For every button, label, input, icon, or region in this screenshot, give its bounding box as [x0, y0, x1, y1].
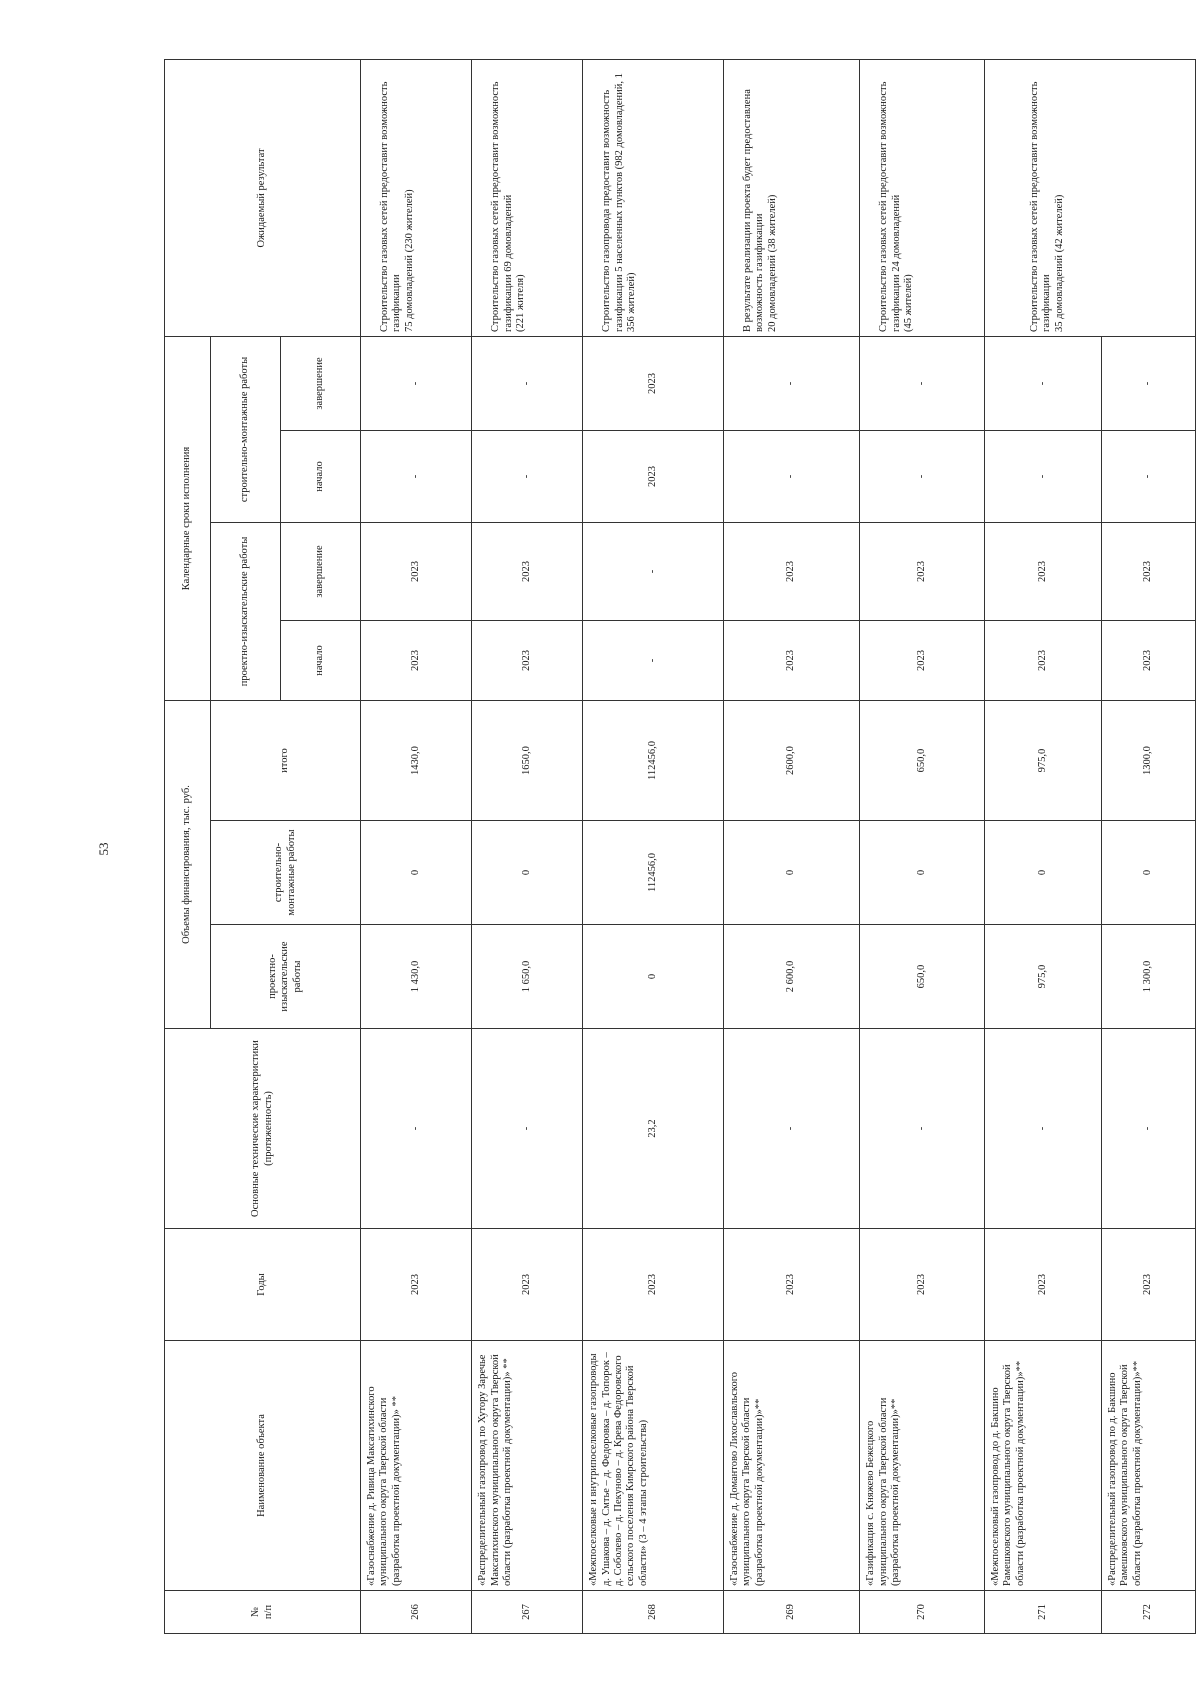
cell-pir-end: 2023 — [724, 522, 860, 620]
cell-design: 975,0 — [984, 925, 1101, 1029]
cell-smr-end: 2023 — [583, 336, 724, 430]
cell-years: 2023 — [361, 1229, 472, 1341]
header-schedule-group: Календарные сроки исполнения — [165, 336, 211, 700]
header-schedule-design: проектно-изыскательские работы — [211, 522, 281, 700]
cell-construction: 0 — [1101, 821, 1195, 925]
cell-construction: 0 — [361, 821, 472, 925]
cell-smr-start: - — [1101, 430, 1195, 522]
cell-years: 2023 — [984, 1229, 1101, 1341]
cell-smr-end: - — [472, 336, 583, 430]
header-funding-total: итого — [211, 700, 361, 820]
cell-pir-start: 2023 — [1101, 620, 1195, 700]
cell-tech: 23,2 — [583, 1029, 724, 1229]
cell-design: 1 430,0 — [361, 925, 472, 1029]
header-funding-group: Объемы финансирования, тыс. руб. — [165, 700, 211, 1028]
header-pir-end: завершение — [281, 522, 361, 620]
cell-years: 2023 — [472, 1229, 583, 1341]
cell-smr-start: - — [361, 430, 472, 522]
cell-design: 650,0 — [860, 925, 985, 1029]
table-row — [583, 59, 724, 1633]
cell-pir-start: - — [583, 620, 724, 700]
header-smr-end: завершение — [281, 336, 361, 430]
page-number: 53 — [96, 842, 111, 856]
header-schedule-construction: строительно-монтажные работы — [211, 336, 281, 522]
cell-pir-end: 2023 — [361, 522, 472, 620]
cell-design: 1 650,0 — [472, 925, 583, 1029]
cell-pir-start: 2023 — [472, 620, 583, 700]
cell-name: «Межпоселковые и внутрипоселковые газопроводы д. Ушакова – д. Смтье – д. Федоровка – д. Топорок – д. Соболево – д. Пекуново – д. Крева Федоровского сельского поселения Кимрского района Тверской области» (3 – 4 этапы строительства) — [583, 1341, 724, 1591]
cell-num: 267 — [472, 1591, 583, 1634]
cell-num: 266 — [361, 1591, 472, 1634]
cell-smr-end: - — [724, 336, 860, 430]
header-tech: Основные технические характеристики (протяженность) — [165, 1029, 361, 1229]
cell-name: «Распределительный газопровод по Хутору Заречье Максатихинского муниципального округа Тверской области (разработка проектной документации)» ** — [472, 1341, 583, 1591]
table-row — [361, 59, 472, 1633]
cell-pir-end: 2023 — [1101, 522, 1195, 620]
cell-result: Строительство газовых сетей предоставит возможность газификации 35 домовладений (42 жителей) — [984, 59, 1195, 336]
cell-total: 1300,0 — [1101, 700, 1195, 820]
cell-smr-end: - — [1101, 336, 1195, 430]
cell-smr-start: - — [860, 430, 985, 522]
cell-total: 2600,0 — [724, 700, 860, 820]
table-row — [724, 59, 860, 1633]
cell-name: «Распределительный газопровод по д. Бакшино Рамешковского муниципального округа Тверской области (разработка проектной документации)»** — [1101, 1341, 1195, 1591]
header-num: № п/п — [165, 1591, 361, 1634]
cell-tech: - — [472, 1029, 583, 1229]
header-funding-design: проектно-изыскательские работы — [211, 925, 361, 1029]
cell-smr-start: 2023 — [583, 430, 724, 522]
table-row — [984, 59, 1101, 1633]
header-result: Ожидаемый результат — [165, 59, 361, 336]
cell-years: 2023 — [860, 1229, 985, 1341]
cell-construction: 0 — [724, 821, 860, 925]
cell-result: Строительство газовых сетей предоставит возможность газификации 69 домовладений (221 жителя) — [472, 59, 583, 336]
cell-pir-end: - — [583, 522, 724, 620]
cell-tech: - — [361, 1029, 472, 1229]
cell-name: «Межпоселковый газопровод до д. Бакшино Рамешковского муниципального округа Тверской области (разработка проектной документации)»** — [984, 1341, 1101, 1591]
cell-years: 2023 — [1101, 1229, 1195, 1341]
cell-result: Строительство газопровода предоставит возможность газификации 5 населенных пунктов (982 домовладений, 1 356 жителей) — [583, 59, 724, 336]
cell-result: Строительство газовых сетей предоставит возможность газификации 24 домовладений (45 жителей) — [860, 59, 985, 336]
cell-smr-start: - — [724, 430, 860, 522]
cell-name: «Газоснабжение д. Домантово Лихославльского муниципального округа Тверской области (разработка проектной документации)»** — [724, 1341, 860, 1591]
cell-num: 270 — [860, 1591, 985, 1634]
cell-num: 272 — [1101, 1591, 1195, 1634]
cell-pir-end: 2023 — [860, 522, 985, 620]
cell-result: Строительство газовых сетей предоставит возможность газификации 75 домовладений (230 жителей) — [361, 59, 472, 336]
cell-num: 268 — [583, 1591, 724, 1634]
table-row — [860, 59, 985, 1633]
header-pir-start: начало — [281, 620, 361, 700]
cell-construction: 0 — [984, 821, 1101, 925]
cell-construction: 112456,0 — [583, 821, 724, 925]
cell-result: В результате реализации проекта будет предоставлена возможность газификации 20 домовладений (38 жителей) — [724, 59, 860, 336]
cell-design: 2 600,0 — [724, 925, 860, 1029]
header-funding-construction: строительно-монтажные работы — [211, 821, 361, 925]
cell-num: 269 — [724, 1591, 860, 1634]
cell-num: 271 — [984, 1591, 1101, 1634]
cell-smr-end: - — [361, 336, 472, 430]
table-row — [472, 59, 583, 1633]
cell-name: «Газоснабжение д. Ривица Максатихинского муниципального округа Тверской области (разработка проектной документации)» ** — [361, 1341, 472, 1591]
landscape-table-wrapper — [164, 60, 1196, 1634]
cell-tech: - — [860, 1029, 985, 1229]
cell-total: 1650,0 — [472, 700, 583, 820]
cell-name: «Газификация с. Княжево Бежецкого муниципального округа Тверской области (разработка проектной документации)»** — [860, 1341, 985, 1591]
cell-smr-start: - — [472, 430, 583, 522]
cell-smr-start: - — [984, 430, 1101, 522]
cell-years: 2023 — [583, 1229, 724, 1341]
cell-tech: - — [724, 1029, 860, 1229]
header-name: Наименование объекта — [165, 1341, 361, 1591]
cell-tech: - — [1101, 1029, 1195, 1229]
cell-construction: 0 — [860, 821, 985, 925]
cell-design: 0 — [583, 925, 724, 1029]
cell-pir-start: 2023 — [860, 620, 985, 700]
cell-construction: 0 — [472, 821, 583, 925]
cell-total: 1430,0 — [361, 700, 472, 820]
cell-pir-end: 2023 — [984, 522, 1101, 620]
cell-smr-end: - — [984, 336, 1101, 430]
cell-tech: - — [984, 1029, 1101, 1229]
cell-total: 975,0 — [984, 700, 1101, 820]
cell-total: 112456,0 — [583, 700, 724, 820]
cell-smr-end: - — [860, 336, 985, 430]
cell-years: 2023 — [724, 1229, 860, 1341]
cell-pir-start: 2023 — [724, 620, 860, 700]
gasification-objects-table — [164, 59, 1196, 1634]
header-smr-start: начало — [281, 430, 361, 522]
cell-total: 650,0 — [860, 700, 985, 820]
header-years: Годы — [165, 1229, 361, 1341]
cell-pir-end: 2023 — [472, 522, 583, 620]
cell-pir-start: 2023 — [361, 620, 472, 700]
cell-pir-start: 2023 — [984, 620, 1101, 700]
cell-design: 1 300,0 — [1101, 925, 1195, 1029]
